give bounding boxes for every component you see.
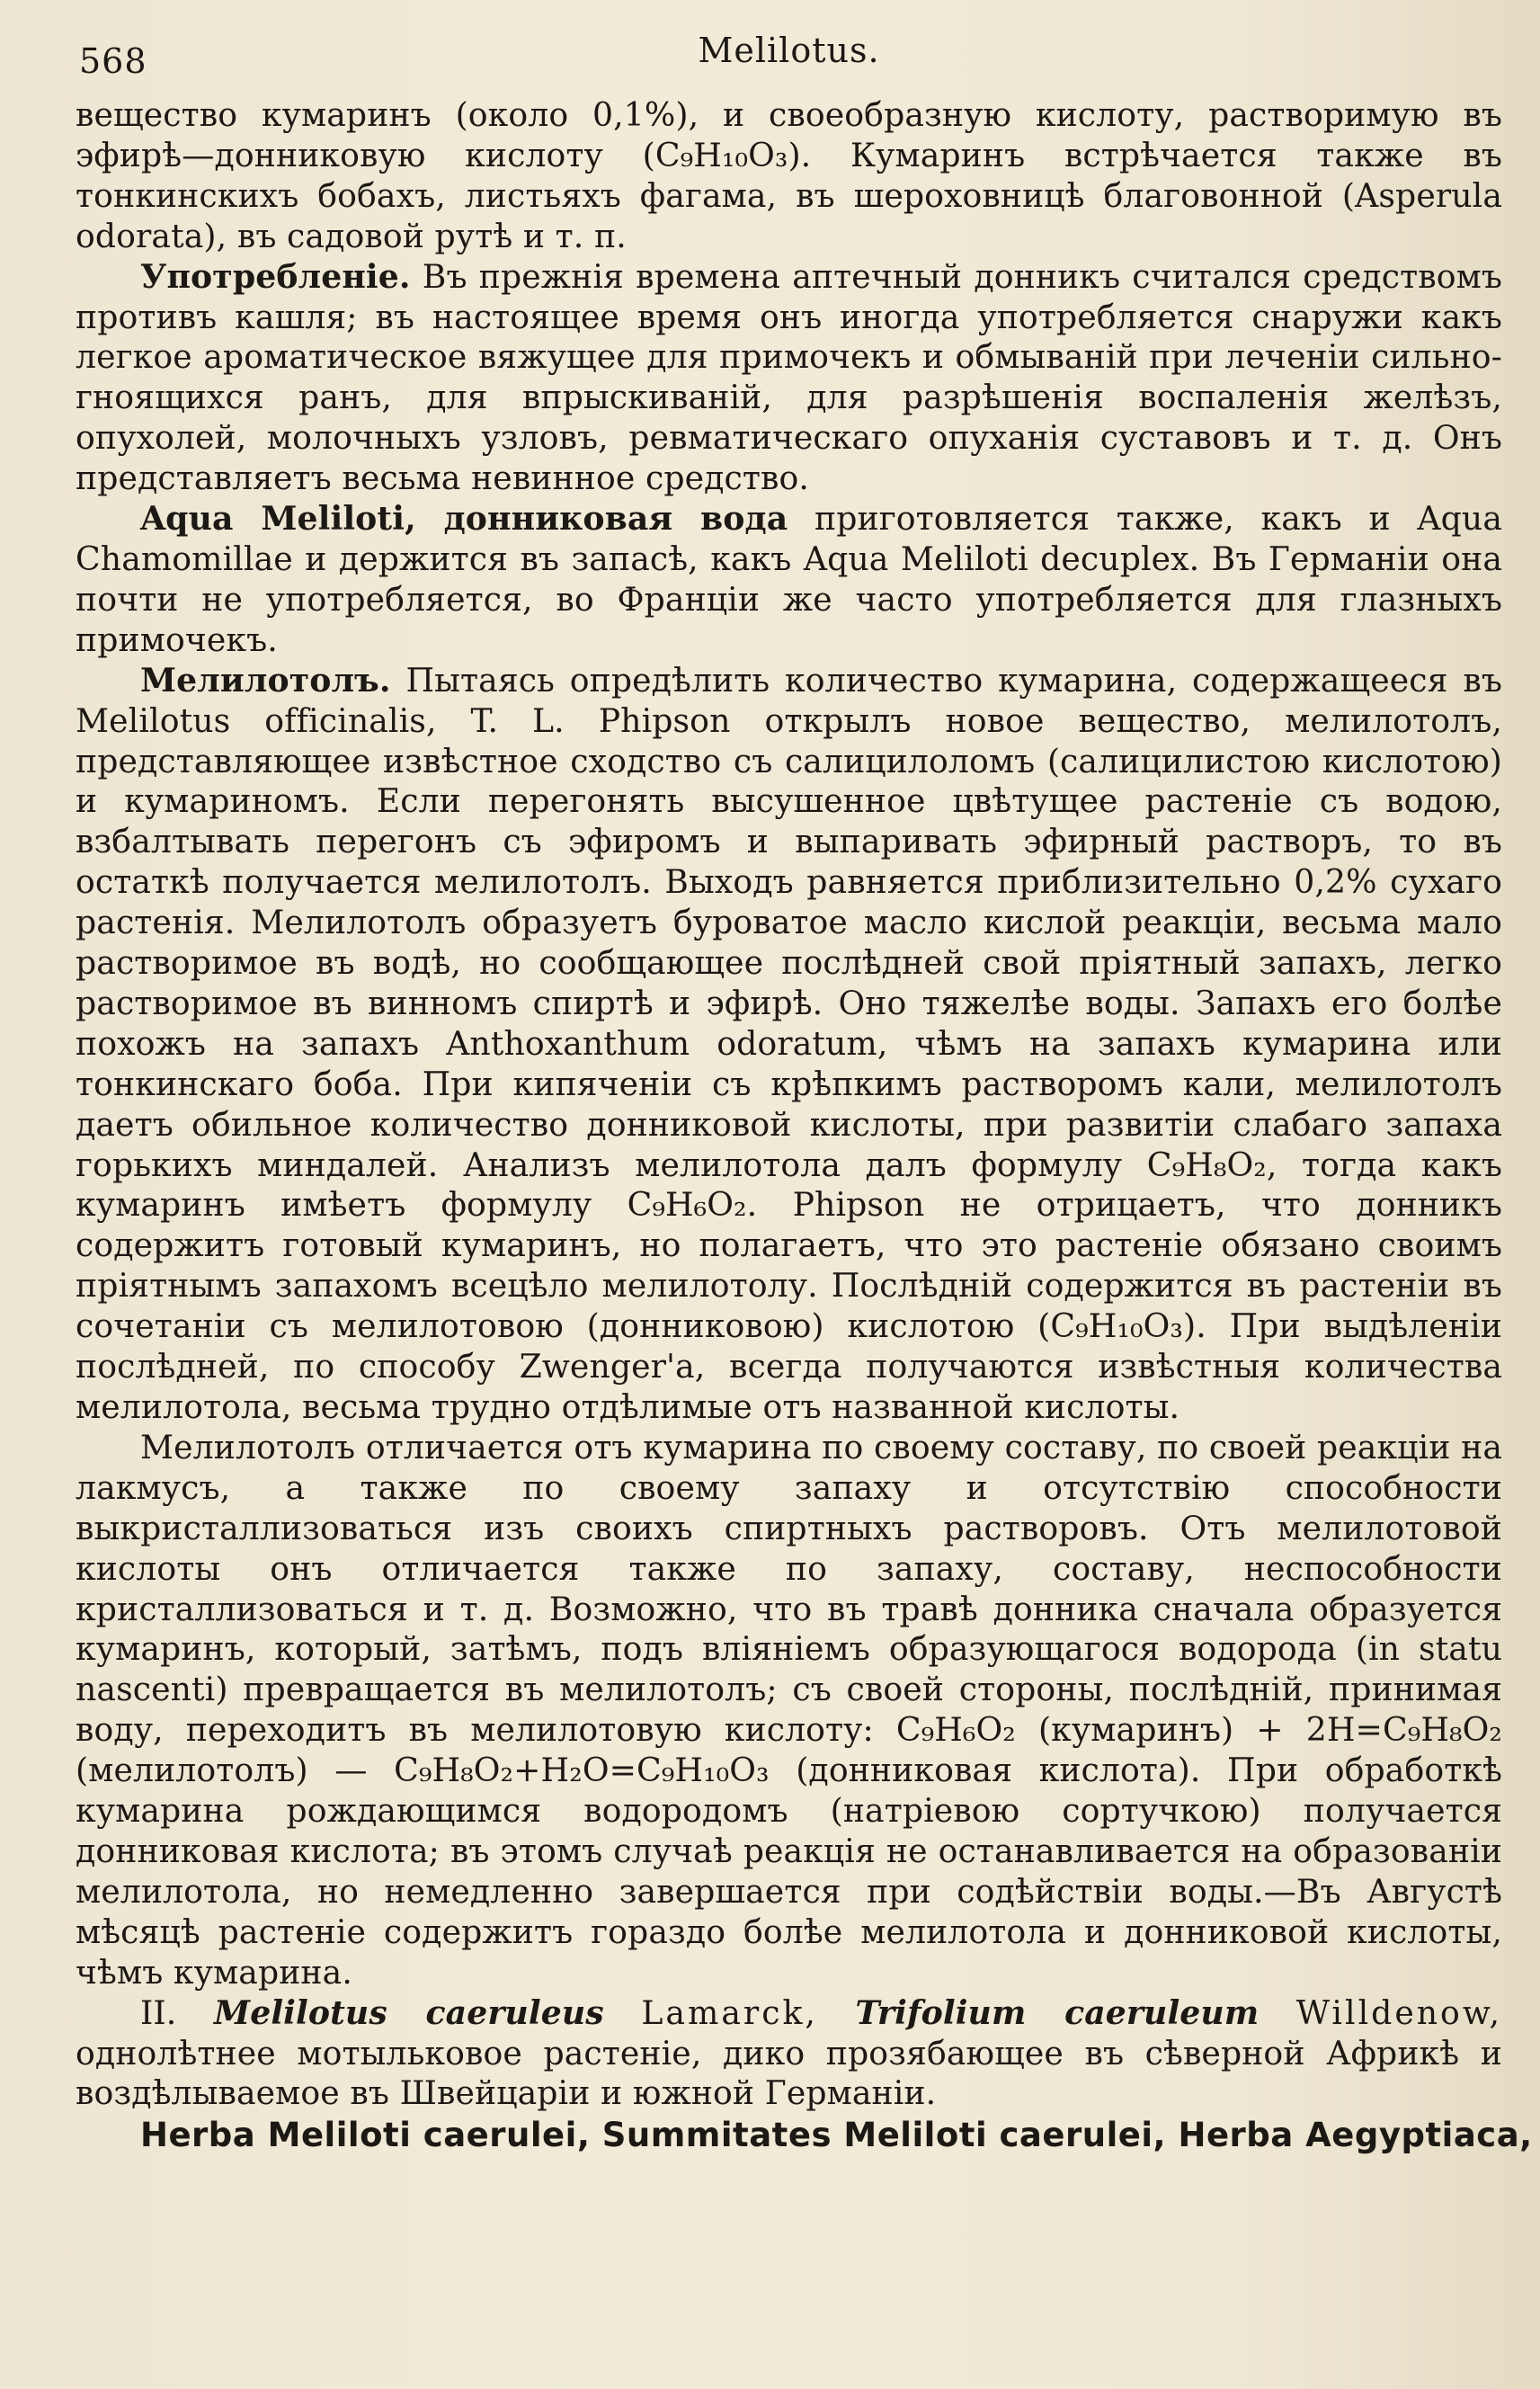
aqua-meliloti-text: приготовляется также, какъ и Aqua Chamomillae и держится въ запасѣ, какъ Aqua Meliloti decuplex. Въ Германіи она почти не употребляется, во Франціи же часто употребляется для глазныхъ примочекъ. [76, 499, 1502, 659]
species-name: Melilotus caeruleus [214, 1992, 604, 2032]
synonym-author: Willdenow, [1295, 1992, 1503, 2032]
drug-names-line: Herba Meliloti caerulei, Summitates Meliloti caerulei, Herba Aegyptiaca, [140, 2116, 1533, 2155]
species-synonym: Trifolium caeruleum [855, 1992, 1260, 2032]
paragraph-melilotol [76, 661, 1502, 1428]
species-number: II. [140, 1992, 177, 2032]
species-author: Lamarck, [641, 1992, 818, 2032]
running-title: Melilotus. [698, 31, 880, 70]
aqua-meliloti-heading: Aqua Meliloti, донниковая вода [140, 499, 788, 539]
paragraph-melilotol-differences: Мелилотолъ отличается отъ кумарина по своему составу, по своей реакціи на лакмусъ, а также по своему запаху и отсутствію способности выкристаллизоваться изъ своихъ спиртныхъ растворовъ. Отъ мелилотовой кислоты онъ отличается также по запаху, составу, неспособности кристаллизоваться и т. д. Возможно, что въ травѣ донника сначала образуется кумаринъ, который, затѣмъ, подъ вліяніемъ образующагося водорода (in statu nascenti) превращается въ мелилотолъ; съ своей стороны, послѣдній, принимая воду, переходитъ въ мелилотовую кислоту: C₉H₆O₂ (кумаринъ) + 2H=C₉H₈O₂ (мелилотолъ) — C₉H₈O₂+H₂O=C₉H₁₀O₃ (донниковая кислота). При обработкѣ кумарина рождающимся водородомъ (натріевою сортучкою) получается донниковая кислота; въ этомъ случаѣ реакція не останавливается на образованіи мелилотола, но немедленно завершается при содѣйствіи воды.—Въ Августѣ мѣсяцѣ растеніе содержитъ гораздо болѣе мелилотола и донниковой кислоты, чѣмъ кумарина. [76, 1427, 1502, 1992]
running-head [76, 18, 1502, 95]
usage-heading: Употребленіе. [140, 256, 411, 296]
usage-text: Въ прежнія времена аптечный донникъ считался средствомъ противъ кашля; въ настоящее время онъ иногда употребляется снаружи какъ легкое ароматическое вяжущее для примочекъ и обмываній при леченіи сильно-гноящихся ранъ, для впрыскиваній, для разрѣшенія воспаленія желѣзъ, опухолей, молочныхъ узловъ, ревматическаго опуханія суставовъ и т. д. Онъ представляетъ весьма невинное средство. [76, 256, 1502, 498]
species-description: однолѣтнее мотыльковое растеніе, дико прозябающее въ сѣверной Африкѣ и воздѣлываемое въ Швейцаріи и южной Германіи. [76, 2033, 1502, 2113]
page-number: 568 [79, 41, 147, 81]
paragraph-coumarin-intro: вещество кумаринъ (около 0,1%), и своеобразную кислоту, растворимую въ эфирѣ—донниковую кислоту (C₉H₁₀O₃). Кумаринъ встрѣчается также въ тонкинскихъ бобахъ, листьяхъ фагама, въ шероховницѣ благовонной (Asperula odorata), въ садовой рутѣ и т. п. [76, 95, 1502, 255]
body-text [76, 95, 1533, 2156]
melilotol-heading: Мелилотолъ. [140, 660, 391, 700]
paragraph-melilotus-caeruleus [76, 1993, 1502, 2115]
paragraph-usage [76, 257, 1502, 499]
paragraph-aqua-meliloti [76, 499, 1502, 661]
melilotol-text: Пытаясь опредѣлить количество кумарина, содержащееся въ Melilotus officinalis, T. L. Phipson открылъ новое вещество, мелилотолъ, представляющее извѣстное сходство съ салицилоломъ (салицилистою кислотою) и кумариномъ. Если перегонять высушенное цвѣтущее растеніе съ водою, взбалтывать перегонъ съ эфиромъ и выпаривать эфирный растворъ, то въ остаткѣ получается мелилотолъ. Выходъ равняется приблизительно 0,2% сухаго растенія. Мелилотолъ образуетъ буроватое масло кислой реакціи, весьма мало растворимое въ водѣ, но сообщающее послѣдней свой пріятный запахъ, легко растворимое въ винномъ спиртѣ и эфирѣ. Оно тяжелѣе воды. Запахъ его болѣе похожъ на запахъ Anthoxanthum odoratum, чѣмъ на запахъ кумарина или тонкинскаго боба. При кипяченіи съ крѣпкимъ растворомъ кали, мелилотолъ даетъ обильное количество донниковой кислоты, при развитіи слабаго запаха горькихъ миндалей. Анализъ мелилотола далъ формулу C₉H₈O₂, тогда какъ кумаринъ имѣетъ формулу C₉H₆O₂. Phipson не отрицаетъ, что донникъ содержитъ готовый кумаринъ, но полагаетъ, что это растеніе обязано своимъ пріятнымъ запахомъ всецѣло мелилотолу. Послѣдній содержится въ растеніи въ сочетаніи съ мелилотовою (донниковою) кислотою (C₉H₁₀O₃). При выдѣленіи послѣдней, по способу Zwenger'а, всегда получаются извѣстныя количества мелилотола, весьма трудно отдѣлимые отъ названной кислоты. [76, 660, 1502, 1426]
